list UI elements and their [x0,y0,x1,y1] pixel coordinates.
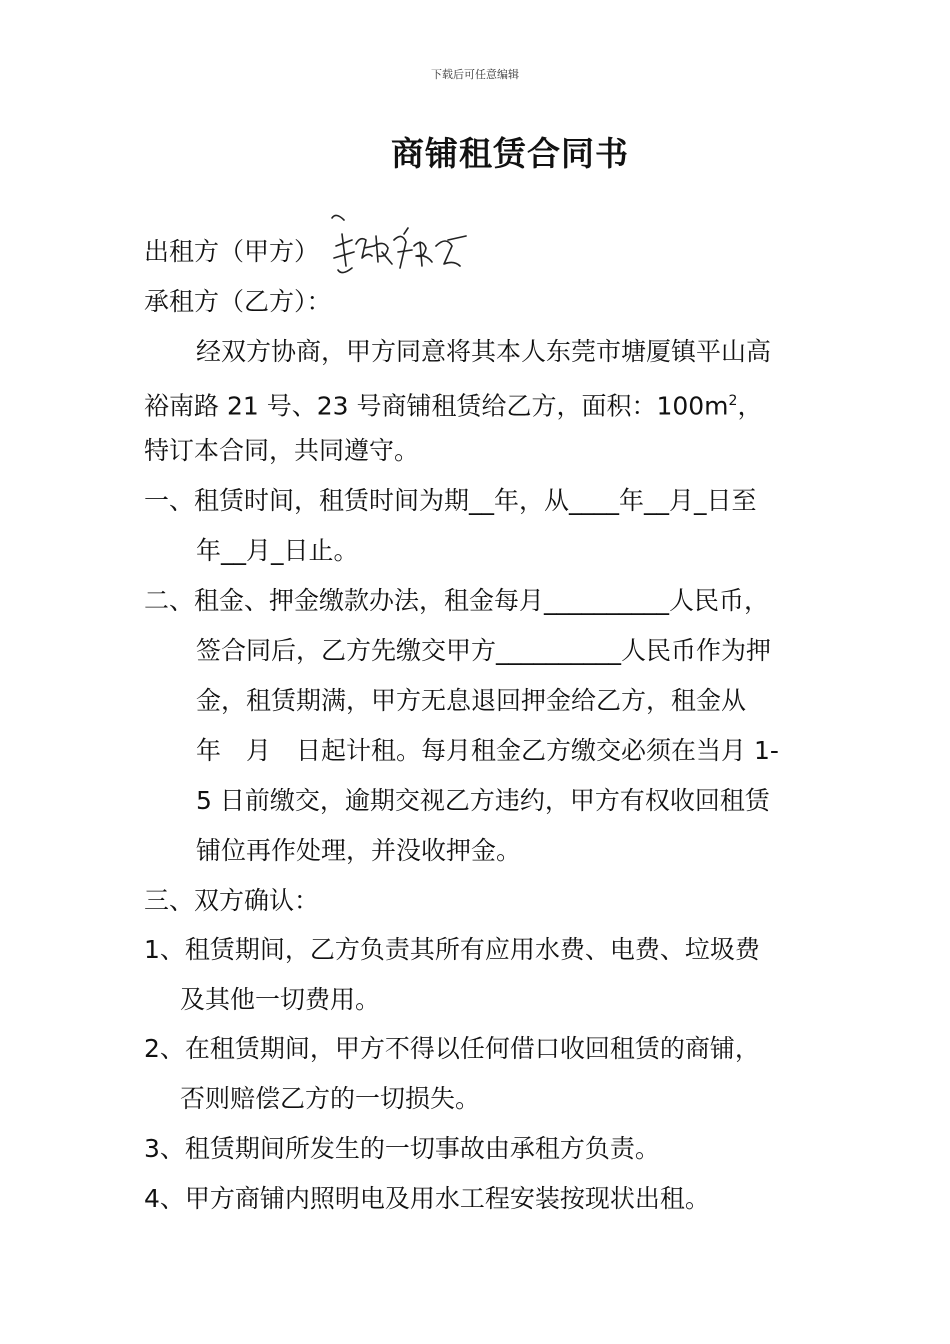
clause-one-line-2: 年__月_日止。 [196,536,359,565]
item-3: 3、租赁期间所发生的一切事故由承租方负责。 [144,1134,660,1163]
handwritten-signature [328,206,473,286]
lessee-label: 承租方（乙方）： [144,287,332,316]
header-note: 下载后可任意编辑 [431,68,519,81]
clause-two-line-4: 年 月 日起计租。每月租金乙方缴交必须在当月 1- [196,736,779,765]
clause-two-line-6: 铺位再作处理，并没收押金。 [196,836,522,865]
clause-two-line-3: 金，租赁期满，甲方无息退回押金给乙方，租金从 [196,686,747,715]
intro-line-2 [144,386,762,421]
clause-two-line-1: 二、租金、押金缴款办法，租金每月__________人民币， [144,586,770,615]
item-4: 4、甲方商铺内照明电及用水工程安装按现状出租。 [144,1184,710,1213]
intro-line-3: 特订本合同，共同遵守。 [144,436,420,465]
clause-two-line-5: 5 日前缴交，逾期交视乙方违约，甲方有权收回租赁 [196,786,770,815]
lessor-label: 出租方（甲方） [144,237,320,266]
document-title: 商铺租赁合同书 [391,134,629,173]
clause-one-line-1: 一、租赁时间，租赁时间为期__年，从____年__月_日至 [144,486,757,515]
intro-line-2-text: 裕南路 21 号、23 号商铺租赁给乙方，面积：100m [144,391,729,421]
item-1-line-1: 1、租赁期间，乙方负责其所有应用水费、电费、垃圾费 [144,935,760,964]
intro-line-1: 经双方协商，甲方同意将其本人东莞市塘厦镇平山高 [196,337,772,366]
item-2-line-2: 否则赔偿乙方的一切损失。 [180,1084,481,1113]
intro-line-2-tail: ， [737,391,763,421]
area-superscript: 2 [728,393,738,409]
item-2-line-1: 2、在租赁期间，甲方不得以任何借口收回租赁的商铺， [144,1034,760,1063]
item-1-line-2: 及其他一切费用。 [180,985,381,1014]
clause-three-heading: 三、双方确认： [144,886,320,915]
clause-two-line-2: 签合同后，乙方先缴交甲方__________人民币作为押 [196,636,772,665]
